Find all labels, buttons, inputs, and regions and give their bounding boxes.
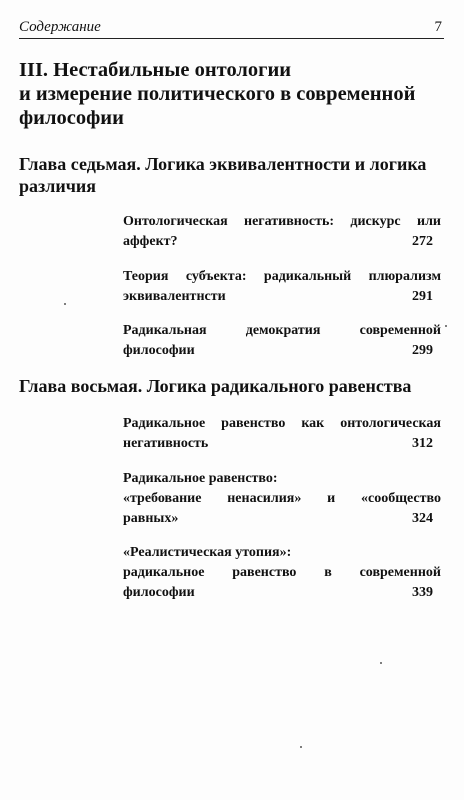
word: «сообщество: [361, 491, 441, 506]
toc-entry[interactable]: [123, 543, 441, 603]
toc-entry-text: негативность: [123, 436, 209, 451]
toc-entry-first-line: [123, 543, 441, 563]
word: ненасилия»: [227, 491, 302, 506]
chapter-heading-line: различия: [19, 176, 96, 196]
word: онтологическая: [340, 416, 441, 431]
toc-entry[interactable]: [123, 414, 441, 454]
toc-page-number: 312: [412, 436, 433, 451]
scan-speck: [380, 662, 382, 664]
part-title-line: III. Нестабильные онтологии: [19, 59, 292, 81]
toc-entry-text: эквивалентнсти: [123, 289, 226, 304]
word: равенство: [232, 565, 297, 580]
toc-entry[interactable]: [123, 267, 441, 307]
part-title: [19, 58, 444, 130]
running-head-title: Содержание: [19, 19, 101, 35]
scan-speck: [300, 746, 302, 748]
toc-page-number: 272: [412, 234, 433, 249]
toc-entry-last-line: [123, 341, 441, 361]
chapter-heading-line: Глава седьмая. Логика эквивалентности и логика: [19, 154, 427, 174]
word: негативность:: [244, 214, 335, 229]
word: радикальное: [123, 565, 205, 580]
toc-entry-text: философии: [123, 585, 195, 600]
running-head-page-number: 7: [434, 19, 442, 35]
word: «требование: [123, 491, 202, 506]
word: равенство: [221, 416, 286, 431]
word: дискурс: [350, 214, 401, 229]
chapter-heading-line: Глава восьмая. Логика радикального равенства: [19, 376, 412, 396]
word: Радикальное: [123, 416, 206, 431]
toc-entry-line: [123, 489, 441, 509]
word: радикальный: [263, 269, 352, 284]
toc-entry-text: аффект?: [123, 234, 178, 249]
toc-entry-text: «Реалистическая утопия»:: [123, 545, 292, 560]
toc-page-number: 299: [412, 343, 433, 358]
toc-entry-line: [123, 267, 441, 287]
toc-entry[interactable]: [123, 469, 441, 529]
toc-entry-last-line: [123, 434, 441, 454]
toc-page-number: 339: [412, 585, 433, 600]
scan-speck: [64, 303, 66, 305]
word: современной: [359, 565, 441, 580]
toc-entry-last-line: [123, 232, 441, 252]
chapter-heading-8: [19, 375, 449, 397]
word: Онтологическая: [123, 214, 228, 229]
word: в: [324, 565, 332, 580]
word: современной: [359, 323, 441, 338]
toc-entry-text: Радикальное равенство:: [123, 471, 278, 486]
running-head: [19, 18, 444, 39]
toc-entry[interactable]: [123, 321, 441, 361]
word: или: [417, 214, 441, 229]
toc-entry-last-line: [123, 287, 441, 307]
part-title-line: философии: [19, 107, 124, 129]
scan-speck: [445, 325, 447, 327]
chapter-heading-7: [19, 153, 449, 197]
toc-entry-line: [123, 414, 441, 434]
toc-entry-text: философии: [123, 343, 195, 358]
toc-entry-text: равных»: [123, 511, 179, 526]
word: демократия: [245, 323, 321, 338]
word: как: [301, 416, 325, 431]
word: Теория: [123, 269, 169, 284]
toc-entry-line: [123, 212, 441, 232]
word: и: [327, 491, 336, 506]
toc-entry-line: [123, 321, 441, 341]
word: Радикальная: [123, 323, 207, 338]
toc-page-number: 324: [412, 511, 433, 526]
toc-entry-last-line: [123, 509, 441, 529]
word: плюрализм: [368, 269, 441, 284]
word: субъекта:: [185, 269, 247, 284]
toc-page-number: 291: [412, 289, 433, 304]
toc-entry[interactable]: [123, 212, 441, 252]
toc-entry-last-line: [123, 583, 441, 603]
toc-entry-first-line: [123, 469, 441, 489]
toc-entry-line: [123, 563, 441, 583]
part-title-line: и измерение политического в современной: [19, 83, 416, 105]
